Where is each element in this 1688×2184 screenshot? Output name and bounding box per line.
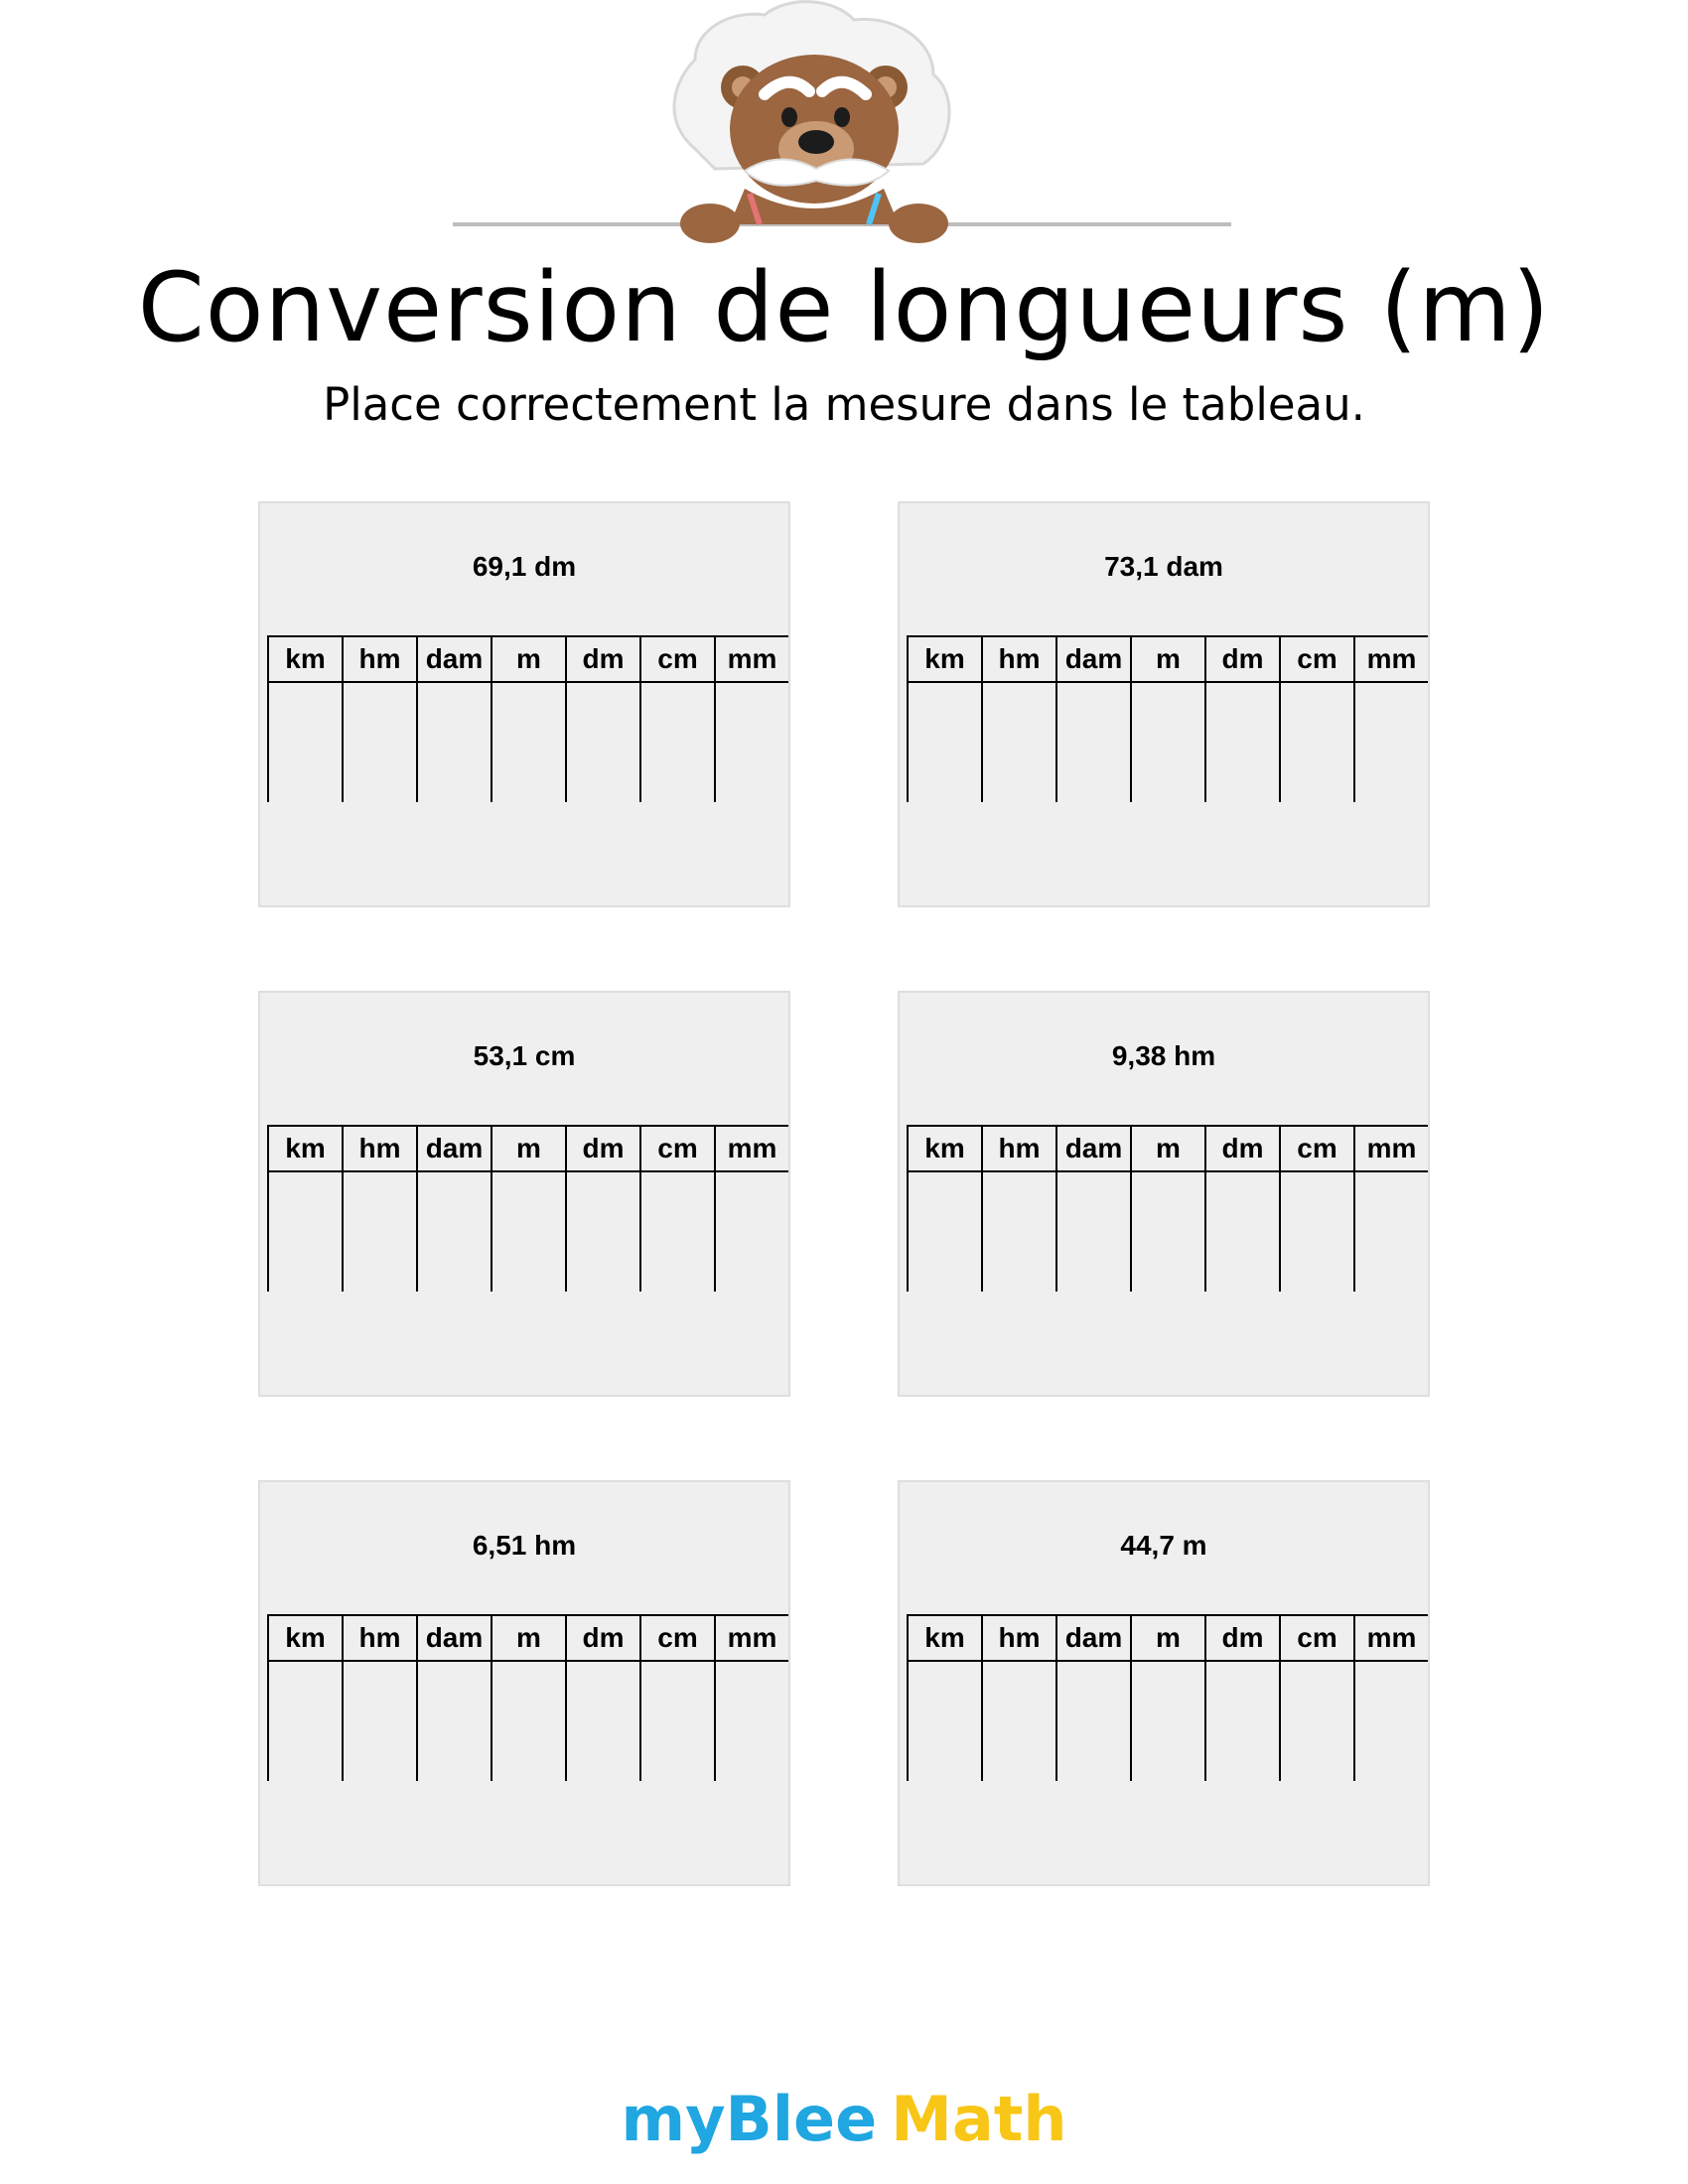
unit-table — [267, 1614, 788, 1781]
unit-label: m — [1156, 643, 1181, 674]
unit-label: dam — [1064, 643, 1123, 674]
unit-label: mm — [1366, 1622, 1417, 1653]
unit-column-cm[interactable] — [1279, 1125, 1353, 1292]
unit-label: dm — [582, 643, 625, 674]
unit-label: dm — [582, 1133, 625, 1163]
page-subtitle: Place correctement la mesure dans le tableau. — [323, 378, 1365, 431]
unit-column-hm[interactable] — [342, 1125, 416, 1292]
unit-column-hm[interactable] — [342, 1614, 416, 1781]
unit-column-cm[interactable] — [639, 635, 714, 802]
exercise-grid — [258, 501, 1430, 1886]
unit-column-m[interactable] — [1130, 1125, 1204, 1292]
unit-column-dm[interactable] — [565, 1125, 639, 1292]
unit-label: m — [516, 1133, 541, 1163]
unit-label: m — [1156, 1622, 1181, 1653]
unit-label: mm — [727, 643, 777, 674]
unit-column-km[interactable] — [267, 1614, 342, 1781]
unit-column-dam[interactable] — [416, 1125, 491, 1292]
page-title: Conversion de longueurs (m) — [137, 252, 1551, 363]
unit-column-dm[interactable] — [1204, 1614, 1279, 1781]
unit-column-dm[interactable] — [1204, 1125, 1279, 1292]
unit-label: cm — [1297, 1622, 1337, 1653]
unit-label: hm — [998, 1133, 1041, 1163]
unit-column-mm[interactable] — [1353, 635, 1428, 802]
unit-label: hm — [358, 643, 401, 674]
measure-value: 69,1 dm — [472, 551, 577, 582]
unit-label: hm — [358, 1622, 401, 1653]
exercise-card — [258, 991, 790, 1397]
unit-label: cm — [657, 643, 698, 674]
unit-label: km — [285, 1622, 326, 1653]
unit-column-km[interactable] — [907, 1614, 981, 1781]
unit-column-hm[interactable] — [342, 635, 416, 802]
unit-table — [907, 1125, 1428, 1292]
unit-column-dam[interactable] — [1055, 635, 1130, 802]
unit-column-dam[interactable] — [416, 1614, 491, 1781]
unit-column-cm[interactable] — [1279, 1614, 1353, 1781]
measure-value: 6,51 hm — [472, 1530, 577, 1561]
unit-label: dm — [1221, 1622, 1264, 1653]
exercise-card — [898, 501, 1430, 907]
measure-value: 44,7 m — [1120, 1530, 1207, 1561]
unit-column-mm[interactable] — [714, 1614, 788, 1781]
unit-table — [267, 1125, 788, 1292]
unit-label: m — [1156, 1133, 1181, 1163]
unit-column-dm[interactable] — [565, 635, 639, 802]
unit-label: dam — [425, 1133, 484, 1163]
unit-column-m[interactable] — [491, 635, 565, 802]
unit-label: dam — [1064, 1622, 1123, 1653]
unit-label: mm — [1366, 1133, 1417, 1163]
unit-label: mm — [727, 1622, 777, 1653]
unit-label: dam — [425, 1622, 484, 1653]
brand-part-2: Math — [891, 2083, 1067, 2155]
unit-label: km — [924, 1133, 965, 1163]
unit-label: dm — [1221, 1133, 1264, 1163]
unit-column-dm[interactable] — [1204, 635, 1279, 802]
unit-label: m — [516, 643, 541, 674]
unit-table — [907, 635, 1428, 802]
unit-label: cm — [657, 1622, 698, 1653]
unit-label: cm — [1297, 1133, 1337, 1163]
exercise-card — [258, 501, 790, 907]
unit-column-cm[interactable] — [1279, 635, 1353, 802]
unit-column-hm[interactable] — [981, 635, 1055, 802]
unit-label: km — [924, 643, 965, 674]
unit-column-dam[interactable] — [1055, 1614, 1130, 1781]
unit-column-mm[interactable] — [1353, 1125, 1428, 1292]
unit-label: dm — [1221, 643, 1264, 674]
exercise-card — [898, 991, 1430, 1397]
unit-column-mm[interactable] — [714, 635, 788, 802]
unit-column-m[interactable] — [1130, 635, 1204, 802]
unit-label: km — [924, 1622, 965, 1653]
brand-part-1: myBlee — [621, 2083, 878, 2155]
unit-label: dam — [1064, 1133, 1123, 1163]
unit-label: km — [285, 1133, 326, 1163]
unit-label: hm — [998, 643, 1041, 674]
unit-label: hm — [358, 1133, 401, 1163]
unit-column-km[interactable] — [907, 1125, 981, 1292]
measure-value: 73,1 dam — [1104, 551, 1223, 582]
unit-table — [267, 635, 788, 802]
measure-value: 53,1 cm — [473, 1040, 576, 1071]
unit-column-cm[interactable] — [639, 1614, 714, 1781]
unit-label: hm — [998, 1622, 1041, 1653]
unit-column-dam[interactable] — [416, 635, 491, 802]
unit-column-mm[interactable] — [1353, 1614, 1428, 1781]
unit-label: mm — [1366, 643, 1417, 674]
unit-label: km — [285, 643, 326, 674]
unit-label: cm — [1297, 643, 1337, 674]
unit-table — [907, 1614, 1428, 1781]
unit-column-hm[interactable] — [981, 1125, 1055, 1292]
unit-label: m — [516, 1622, 541, 1653]
unit-column-hm[interactable] — [981, 1614, 1055, 1781]
unit-column-km[interactable] — [907, 635, 981, 802]
exercise-card — [258, 1480, 790, 1886]
unit-column-km[interactable] — [267, 635, 342, 802]
unit-column-km[interactable] — [267, 1125, 342, 1292]
unit-column-m[interactable] — [491, 1125, 565, 1292]
unit-column-m[interactable] — [1130, 1614, 1204, 1781]
unit-label: cm — [657, 1133, 698, 1163]
measure-value: 9,38 hm — [1111, 1040, 1216, 1071]
unit-column-mm[interactable] — [714, 1125, 788, 1292]
unit-column-dm[interactable] — [565, 1614, 639, 1781]
bear-mascot-icon — [447, 0, 1241, 258]
unit-label: dam — [425, 643, 484, 674]
brand-logo — [0, 2085, 1688, 2154]
unit-column-m[interactable] — [491, 1614, 565, 1781]
exercise-card — [898, 1480, 1430, 1886]
unit-label: dm — [582, 1622, 625, 1653]
unit-column-dam[interactable] — [1055, 1125, 1130, 1292]
unit-column-cm[interactable] — [639, 1125, 714, 1292]
unit-label: mm — [727, 1133, 777, 1163]
